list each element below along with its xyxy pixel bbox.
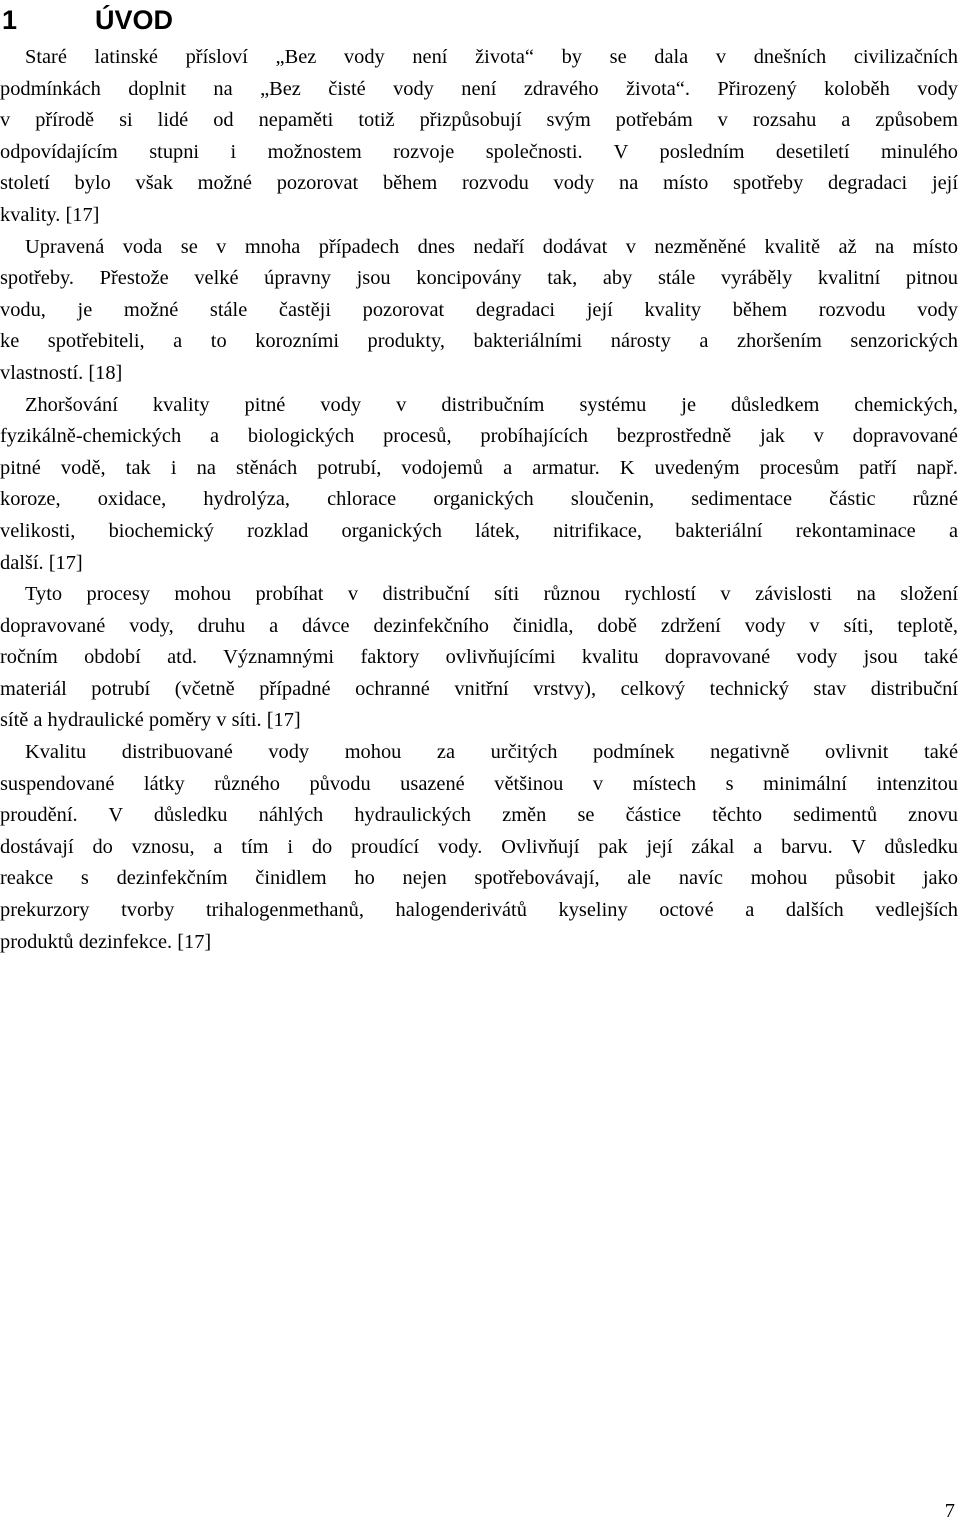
text-line: reakce s dezinfekčním činidlem ho nejen spotřebovávají, ale navíc mohou působit jako [0,867,958,890]
text-line: suspendované látky různého původu usazené většinou v místech s minimální intenzitou [0,772,958,795]
text-line: století bylo však možné pozorovat během rozvodu vody na místo spotřeby degradaci její [0,172,958,195]
body-text [0,42,958,958]
section-heading [2,2,173,38]
text-line: podmínkách doplnit na „Bez čisté vody není zdravého života“. Přirozený koloběh vody [0,77,958,100]
text-line: vlastností. [18] [0,361,123,384]
text-line: pitné vodě, tak i na stěnách potrubí, vodojemů a armatur. K uvedeným procesům patří např. [0,456,958,479]
text-line: prekurzory tvorby trihalogenmethanů, halogenderivátů kyseliny octové a dalších vedlejších [0,899,958,922]
text-line: Staré latinské přísloví „Bez vody není života“ by se dala v dnešních civilizačních [25,46,958,68]
text-line: produktů dezinfekce. [17] [0,930,212,953]
text-line: Kvalitu distribuované vody mohou za určitých podmínek negativně ovlivnit také [25,741,958,764]
text-line: vodu, je možné stále častěji pozorovat degradaci její kvality během rozvodu vody [0,298,958,321]
text-line: ročním období atd. Významnými faktory ovlivňujícími kvalitu dopravované vody jsou také [0,646,958,669]
text-line: v přírodě si lidé od nepaměti totiž přizpůsobují svým potřebám v rozsahu a způsobem [0,109,958,132]
text-line: kvality. [17] [0,203,100,226]
text-line: materiál potrubí (včetně případné ochranné vnitřní vrstvy), celkový technický stav distribuční [0,677,958,700]
text-line: spotřeby. Přestože velké úpravny jsou koncipovány tak, aby stále vyráběly kvalitní pitnou [0,267,958,290]
text-line: koroze, oxidace, hydrolýza, chlorace organických sloučenin, sedimentace částic různé [0,488,958,511]
text-line: Tyto procesy mohou probíhat v distribuční síti různou rychlostí v závislosti na složení [25,583,958,606]
text-line: ke spotřebiteli, a to korozními produkty, bakteriálními nárosty a zhoršením senzorických [0,330,958,353]
section-number: 1 [2,5,18,35]
text-line: odpovídajícím stupni i možnostem rozvoje společnosti. V posledním desetiletí minulého [0,140,958,163]
section-title: ÚVOD [95,5,174,35]
text-line: dostávají do vznosu, a tím i do proudící vody. Ovlivňují pak její zákal a barvu. V důsledku [0,835,958,858]
text-line: další. [17] [0,551,83,574]
text-line: Upravená voda se v mnoha případech dnes nedaří dodávat v nezměněné kvalitě až na místo [25,235,958,258]
text-line: Zhoršování kvality pitné vody v distribučním systému je důsledkem chemických, [25,393,958,416]
text-line: sítě a hydraulické poměry v síti. [17] [0,709,301,732]
text-line: proudění. V důsledku náhlých hydraulických změn se částice těchto sedimentů znovu [0,804,958,827]
text-line: dopravované vody, druhu a dávce dezinfekčního činidla, době zdržení vody v síti, teplotě, [0,614,958,637]
text-line: fyzikálně-chemických a biologických procesů, probíhajících bezprostředně jak v dopravované [0,425,958,448]
text-line: velikosti, biochemický rozklad organických látek, nitrifikace, bakteriální rekontaminace a [0,519,958,542]
page-number: 7 [944,1500,955,1522]
